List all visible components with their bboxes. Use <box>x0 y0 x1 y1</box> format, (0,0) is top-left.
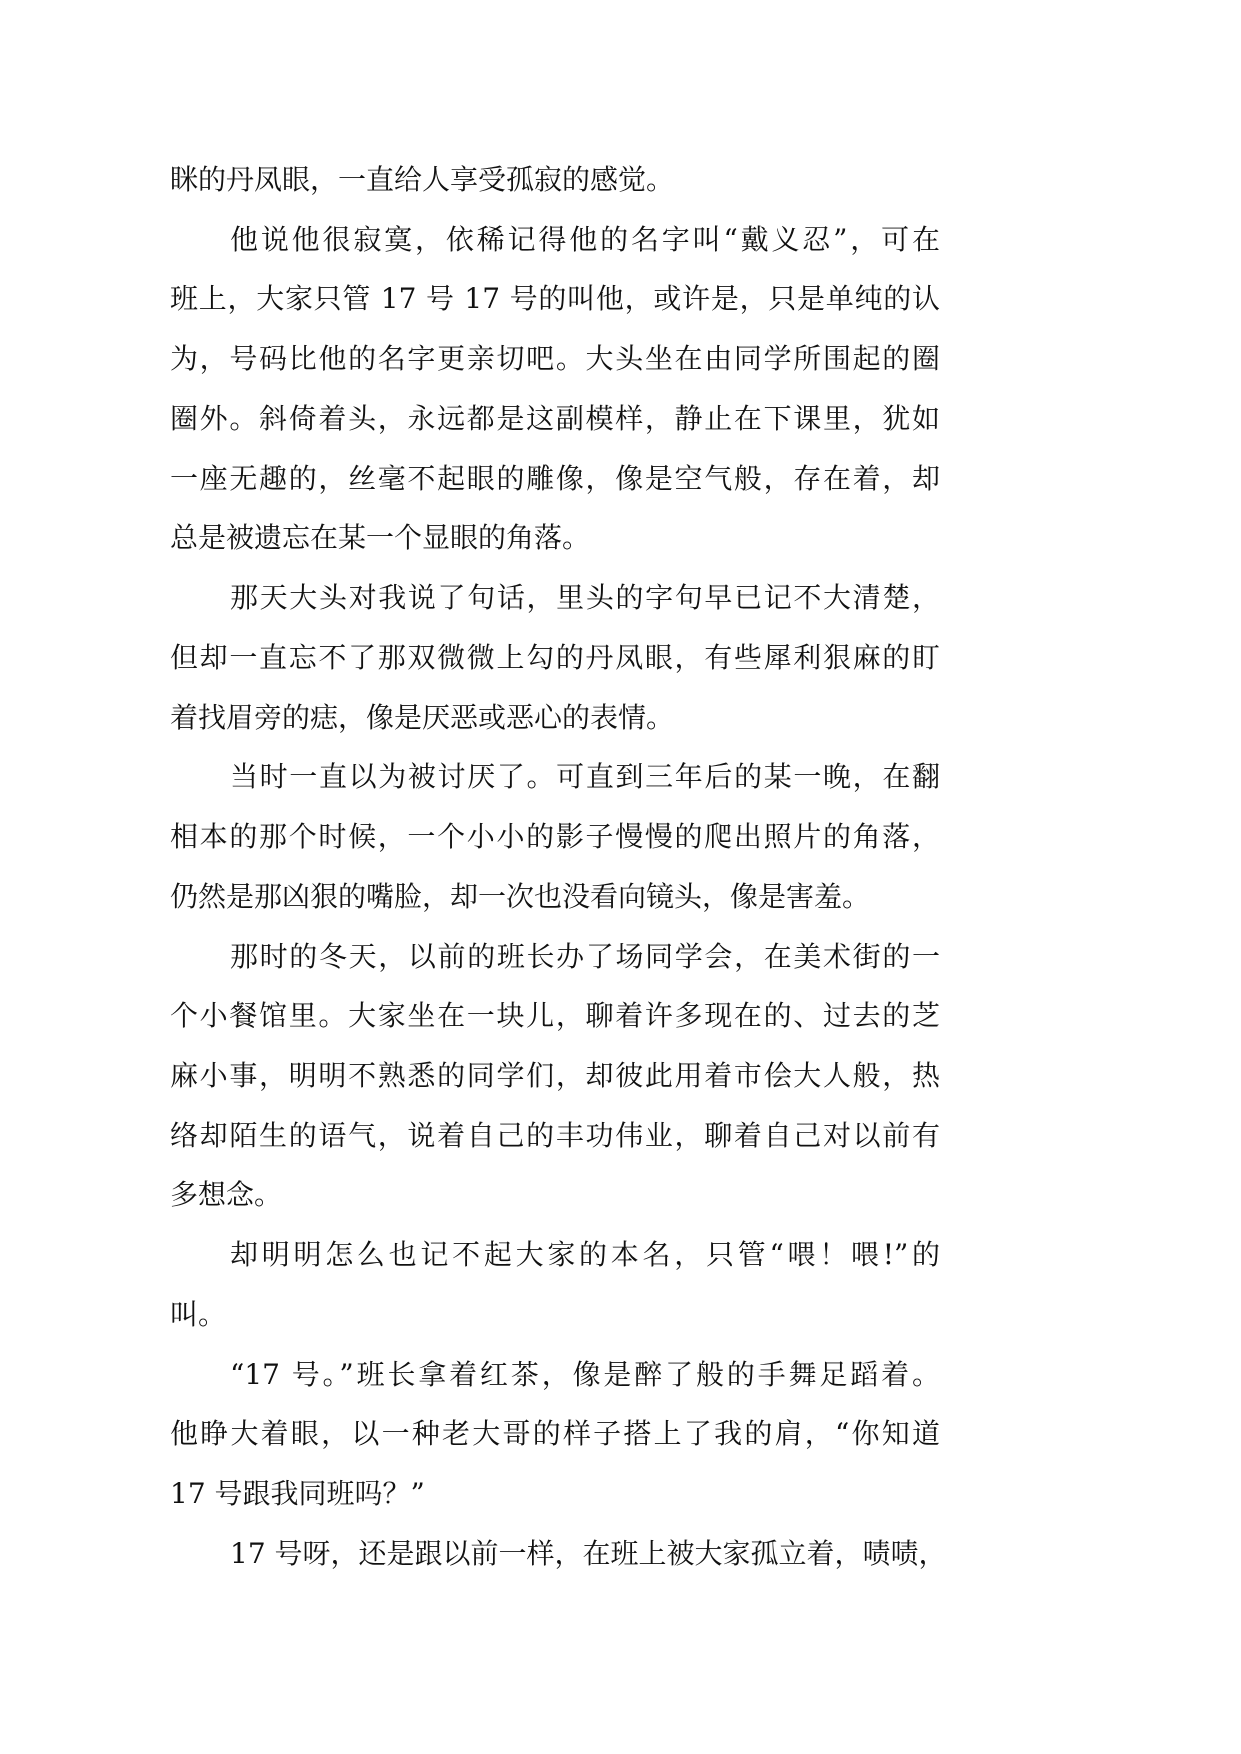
paragraph <box>170 568 940 747</box>
text-line: 他说他很寂寞，依稀记得他的名字叫“戴义忍”，可在 <box>230 222 940 256</box>
document-body <box>170 150 947 1584</box>
text-line: 他睁大着眼，以一种老大哥的样子搭上了我的肩，“你知道 <box>170 1417 940 1451</box>
text-line: 个小餐馆里。大家坐在一块儿，聊着许多现在的、过去的芝 <box>170 999 940 1033</box>
text-line: 叫。 <box>170 1297 227 1331</box>
text-line: 17 号跟我同班吗？” <box>170 1477 425 1511</box>
text-line: 班上，大家只管 17 号 17 号的叫他，或许是，只是单纯的认 <box>170 282 940 316</box>
text-line: 一座无趣的，丝毫不起眼的雕像，像是空气般，存在着，却 <box>170 461 940 495</box>
text-line: 当时一直以为被讨厌了。可直到三年后的某一晚，在翻 <box>230 760 940 794</box>
text-line: 络却陌生的语气，说着自己的丰功伟业，聊着自己对以前有 <box>170 1118 940 1152</box>
text-line: 麻小事，明明不熟悉的同学们，却彼此用着市侩大人般，热 <box>170 1059 940 1093</box>
text-line: 眯的丹凤眼，一直给人享受孤寂的感觉。 <box>170 163 675 196</box>
text-line: 圈外。斜倚着头，永远都是这副模样，静止在下课里，犹如 <box>170 401 940 435</box>
paragraph <box>170 1345 940 1524</box>
text-line: 总是被遗忘在某一个显眼的角落。 <box>170 521 591 555</box>
text-line: 那时的冬天，以前的班长办了场同学会，在美术街的一 <box>230 939 940 973</box>
text-line: 却明明怎么也记不起大家的本名，只管“喂！喂!”的 <box>230 1238 940 1272</box>
paragraph <box>170 1524 947 1584</box>
text-line: 那天大头对我说了句话，里头的字句早已记不大清楚， <box>230 581 940 615</box>
text-line: 为，号码比他的名字更亲切吧。大头坐在由同学所围起的圈 <box>170 342 940 376</box>
text-line: 17 号呀，还是跟以前一样，在班上被大家孤立着，啧啧， <box>230 1536 947 1570</box>
text-line: 但却一直忘不了那双微微上勾的丹凤眼，有些犀利狠麻的盯 <box>170 640 940 674</box>
text-line: 多想念。 <box>170 1178 283 1212</box>
paragraph <box>170 927 940 1226</box>
paragraph <box>170 150 940 210</box>
paragraph <box>170 1225 940 1344</box>
paragraph <box>170 210 940 568</box>
text-line: “17 号。”班长拿着红茶，像是醉了般的手舞足蹈着。 <box>230 1357 940 1391</box>
text-line: 仍然是那凶狠的嘴脸，却一次也没看向镜头，像是害羞。 <box>170 879 871 913</box>
text-line: 着找眉旁的痣，像是厌恶或恶心的表情。 <box>170 700 675 734</box>
paragraph <box>170 747 940 926</box>
text-line: 相本的那个时候，一个小小的影子慢慢的爬出照片的角落， <box>170 820 940 854</box>
